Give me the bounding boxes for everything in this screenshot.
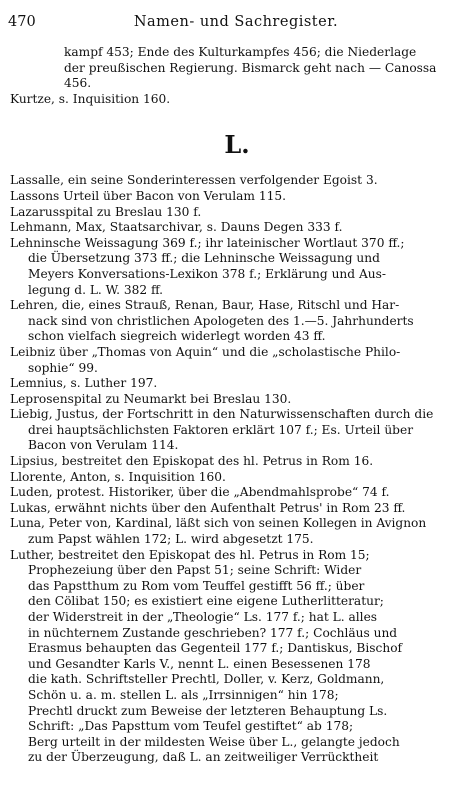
entry-line: die Übersetzung 373 ff.; die Lehninsche Weissagung und bbox=[28, 251, 380, 266]
entry-line: das Papstthum zu Rom vom Teuffel gestifft 56 ff.; über bbox=[28, 578, 365, 593]
register-entry bbox=[10, 548, 464, 766]
page-header bbox=[8, 12, 464, 32]
register-entry bbox=[10, 220, 464, 236]
entry-line: Berg urteilt in der mildesten Weise über L., gelangte jedoch bbox=[28, 734, 400, 749]
entry-line: 456. bbox=[64, 76, 92, 91]
register-entry bbox=[10, 516, 464, 547]
entry-line: Luther, bestreitet den Episkopat des hl. Petrus in Rom 15; bbox=[10, 547, 370, 562]
entry-line: der Widerstreit in der „Theologie“ Ls. 177 f.; hat L. alles bbox=[28, 610, 378, 624]
entry-line: Lehmann, Max, Staatsarchivar, s. Dauns Degen 333 f. bbox=[10, 220, 343, 235]
entry-line: Leprosenspital zu Neumarkt bei Breslau 130. bbox=[10, 391, 292, 406]
entry-line: Prechtl druckt zum Beweise der letzteren Behauptung Ls. bbox=[28, 703, 388, 718]
register-entry bbox=[10, 407, 464, 454]
entry-line: Lassons Urteil über Bacon von Verulam 115. bbox=[10, 188, 286, 203]
entry-line: der preußischen Regierung. Bismarck geht nach — Canossa bbox=[64, 60, 437, 75]
entry-line: Lemnius, s. Luther 197. bbox=[10, 376, 158, 391]
entry-line: Bacon von Verulam 114. bbox=[28, 438, 179, 453]
entry-line: Schrift: „Das Papsttum vom Teufel gestiftet“ ab 178; bbox=[28, 719, 354, 734]
entry-line: kampf 453; Ende des Kulturkampfes 456; die Niederlage bbox=[64, 45, 417, 59]
entry-line: Lassalle, ein seine Sonderinteressen verfolgender Egoist 3. bbox=[10, 173, 378, 188]
register-entry bbox=[10, 470, 464, 486]
entry-line: den Cölibat 150; es existiert eine eigene Lutherlitteratur; bbox=[28, 594, 384, 609]
register-entry bbox=[10, 92, 464, 108]
entry-line: sophie“ 99. bbox=[28, 360, 98, 375]
entry-line: Meyers Konversations-Lexikon 378 f.; Erklärung und Aus- bbox=[28, 266, 386, 281]
entry-line: und Gesandter Karls V., nennt L. einen Besessenen 178 bbox=[28, 656, 371, 671]
entry-list bbox=[10, 173, 464, 766]
entry-line: Lehninsche Weissagung 369 f.; ihr lateinischer Wortlaut 370 ff.; bbox=[10, 235, 405, 250]
register-entry bbox=[10, 236, 464, 298]
page-number: 470 bbox=[8, 14, 36, 30]
entry-line: Erasmus behaupten das Gegenteil 177 f.; Dantiskus, Bischof bbox=[28, 641, 403, 656]
continued-entry bbox=[10, 45, 464, 92]
entry-line: die kath. Schriftsteller Prechtl, Doller, v. Kerz, Goldmann, bbox=[28, 672, 385, 687]
entry-line: Llorente, Anton, s. Inquisition 160. bbox=[10, 469, 226, 484]
register-entry bbox=[10, 392, 464, 408]
register-entry bbox=[10, 173, 464, 189]
entry-line: Kurtze, s. Inquisition 160. bbox=[10, 91, 171, 106]
register-content bbox=[10, 45, 464, 766]
register-entry bbox=[10, 501, 464, 517]
register-entry bbox=[10, 189, 464, 205]
entry-line: in nüchternem Zustande geschrieben? 177 f.; Cochläus und bbox=[28, 625, 398, 640]
register-entry bbox=[10, 298, 464, 345]
entry-line: Liebig, Justus, der Fortschritt in den Naturwissenschaften durch die bbox=[10, 407, 434, 422]
entry-line: schon vielfach siegreich widerlegt worden 43 ff. bbox=[28, 329, 326, 344]
entry-line: nack sind von christlichen Apologeten des 1.—5. Jahrhunderts bbox=[28, 313, 414, 328]
entry-line: Prophezeiung über den Papst 51; seine Schrift: Wider bbox=[28, 563, 362, 578]
register-entry bbox=[10, 485, 464, 501]
entry-line: Schön u. a. m. stellen L. als „Irrsinnigen“ hin 178; bbox=[28, 687, 339, 702]
entry-line: Leibniz über „Thomas von Aquin“ und die „scholastische Philo- bbox=[10, 344, 401, 359]
entry-line: zum Papst wählen 172; L. wird abgesetzt 175. bbox=[28, 532, 314, 547]
register-entry bbox=[10, 454, 464, 470]
register-entry bbox=[10, 205, 464, 221]
entry-line: Lazarusspital zu Breslau 130 f. bbox=[10, 204, 202, 219]
entry-line: Luna, Peter von, Kardinal, läßt sich von seinen Kollegen in Avignon bbox=[10, 516, 427, 531]
entry-line: zu der Überzeugung, daß L. an zeitweiliger Verrücktheit bbox=[28, 750, 379, 765]
register-entry bbox=[10, 345, 464, 376]
register-entry bbox=[10, 376, 464, 392]
entry-line: Lukas, erwähnt nichts über den Aufenthalt Petrus' in Rom 23 ff. bbox=[10, 500, 406, 515]
entry-line: Lipsius, bestreitet den Episkopat des hl. Petrus in Rom 16. bbox=[10, 454, 374, 469]
entry-line: legung d. L. W. 382 ff. bbox=[28, 282, 164, 297]
entry-line: Lehren, die, eines Strauß, Renan, Baur, Hase, Ritschl und Har- bbox=[10, 298, 400, 313]
running-title: Namen- und Sachregister. bbox=[133, 14, 339, 30]
section-letter-heading: L. bbox=[224, 130, 250, 160]
entry-line: drei hauptsächlichsten Faktoren erklärt 107 f.; Es. Urteil über bbox=[28, 422, 414, 437]
entry-line: Luden, protest. Historiker, über die „Abendmahlsprobe“ 74 f. bbox=[10, 485, 390, 500]
